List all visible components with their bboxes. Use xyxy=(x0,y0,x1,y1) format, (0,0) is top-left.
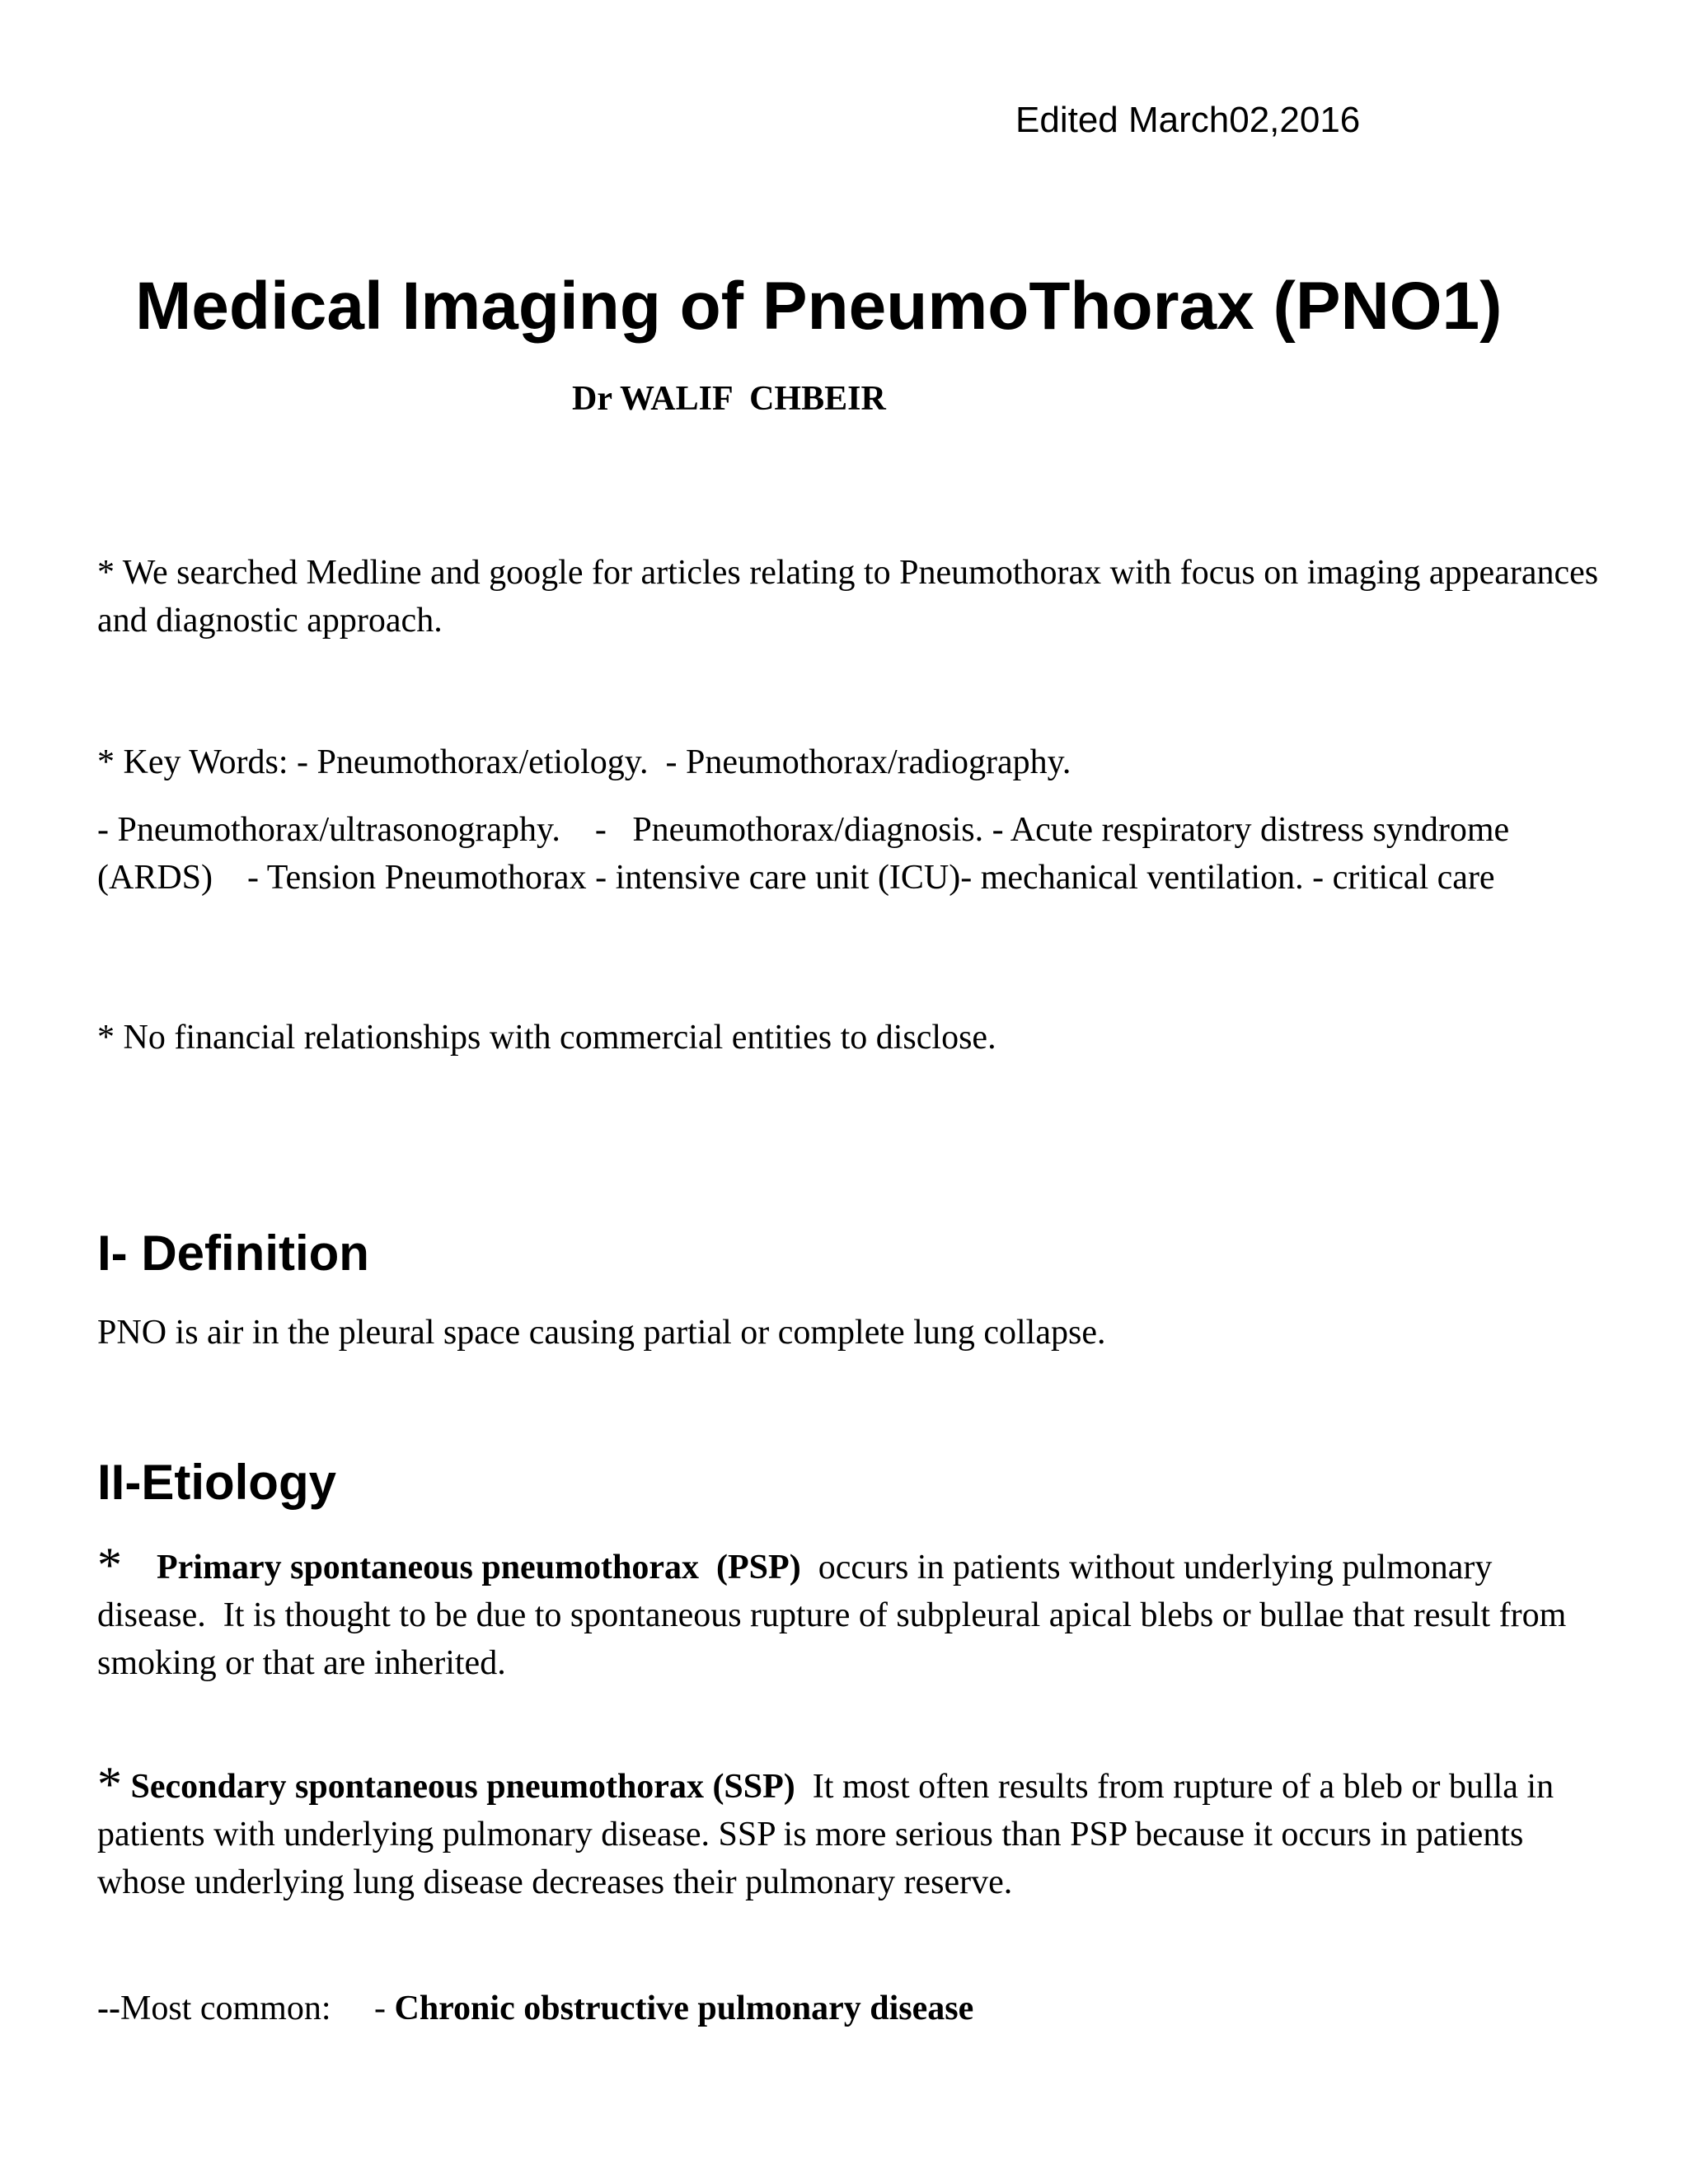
document-title: Medical Imaging of PneumoThorax (PNO1) xyxy=(135,269,1503,344)
edited-date: Edited March02,2016 xyxy=(1015,100,1361,140)
most-common-line xyxy=(97,1985,1606,2032)
psp-term: Primary spontaneous pneumothorax (PSP) xyxy=(157,1549,801,1586)
search-statement: * We searched Medline and google for articles relating to Pneumothorax with focus on imaging appearances and diagnostic approach. xyxy=(97,554,1599,640)
ssp-text: It most often results from rupture of a bleb or bulla in patients with underlying pulmonary disease. SSP is more serious than PSP because it occurs in patients whose underlying lung disease decreases their pulmonary reserve. xyxy=(97,1768,1563,1901)
keywords-line-2: - Pneumothorax/ultrasonography. - Pneumothorax/diagnosis. - Acute respiratory distress syndrome (ARDS) - Tension Pneumothorax - intensive care unit (ICU)- mechanical ventilation. - critical care xyxy=(97,811,1518,897)
etiology-heading: II-Etiology xyxy=(97,1455,336,1510)
bullet-star: * xyxy=(97,1757,122,1811)
most-common-value: Chronic obstructive pulmonary disease xyxy=(394,1990,974,2027)
ssp-paragraph xyxy=(97,1757,1606,1906)
definition-heading: I- Definition xyxy=(97,1226,369,1281)
most-common-label: Most common: - xyxy=(120,1990,395,2027)
keywords-line-1: * Key Words: - Pneumothorax/etiology. - Pneumothorax/radiography. xyxy=(97,743,1071,781)
disclosure-statement: * No financial relationships with commercial entities to disclose. xyxy=(97,1019,996,1057)
psp-text: occurs in patients without underlying pulmonary disease. It is thought to be due to spontaneous rupture of subpleural apical blebs or bullae that result from smoking or that are inherited. xyxy=(97,1549,1575,1682)
ssp-term: Secondary spontaneous pneumothorax (SSP) xyxy=(130,1768,795,1806)
most-common-prefix: -- xyxy=(97,1990,120,2027)
bullet-star: * xyxy=(97,1538,122,1592)
psp-paragraph xyxy=(97,1538,1606,1687)
definition-text: PNO is air in the pleural space causing partial or complete lung collapse. xyxy=(97,1314,1106,1352)
author-name: Dr WALIF CHBEIR xyxy=(572,380,886,418)
